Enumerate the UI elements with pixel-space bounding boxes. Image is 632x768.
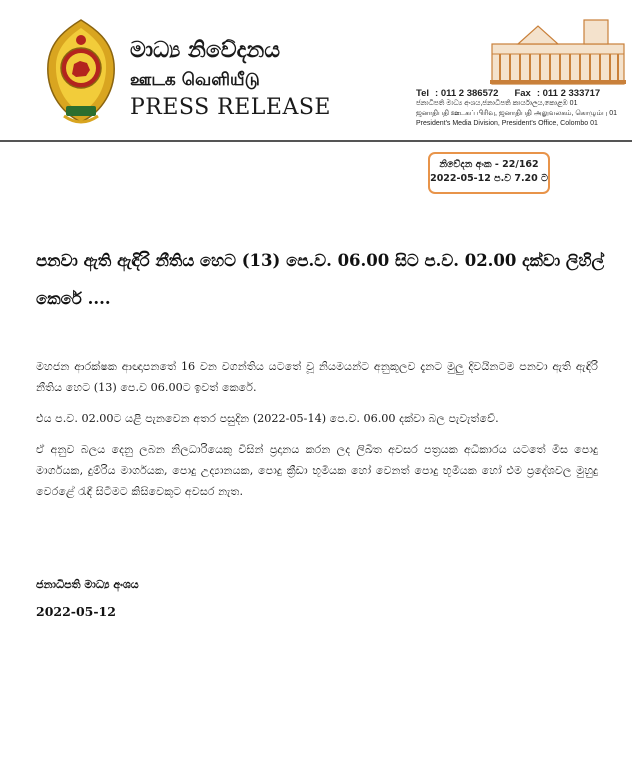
signature-block	[36, 578, 139, 619]
fax-value: : 011 2 333717	[536, 88, 601, 99]
address-tamil: ஜனாதிபதி ஊடகப் பிரிவு, ஜனாதிபதி அலுவலகம், கொழும்பு 01	[416, 110, 617, 117]
paragraph-2: එය ප.ව. 02.00ට යළි පැනවෙන අතර පසුදින (2022-05-14) පෙ.ව. 06.00 දක්වා බල පැවැත්වේ.	[36, 412, 499, 425]
body-text	[36, 356, 598, 512]
signature-name: ජනාධිපති මාධ්‍ය අංශය	[36, 578, 139, 591]
title-block	[130, 38, 331, 122]
address-english: President's Media Division, President's Office, Colombo 01	[416, 120, 598, 127]
tel-value: : 011 2 386572	[435, 88, 499, 99]
reference-number: නිවේදන අංක - 22/162	[439, 159, 539, 170]
paragraph-3: ඒ අනුව බලය දෙනු ලබන නිලධාරියෙකු විසින් ප්‍රදානය කරන ලද ලිඛිත අවසර පත්‍රයක අධිකාරය යටතේ මිස පොදු මාර්ගයක, දුම්රිය මාර්ගයක, පොදු උද්‍යානයක, පොදු ක්‍රීඩා භූමියක හෝ වෙනත් පොදු භූමියක හෝ එම ප්‍රදේශවල මුහුදු වෙරළේ රැඳී සිටීමට කිසිවෙකුට අවසර නැත.	[36, 443, 598, 498]
fax-label: Fax	[514, 88, 531, 99]
header-divider	[0, 140, 632, 142]
sri-lanka-emblem-icon	[42, 18, 120, 130]
reference-box	[428, 152, 550, 194]
contact-info	[416, 88, 630, 129]
letterhead	[0, 0, 632, 140]
tel-label: Tel	[416, 88, 430, 99]
headline: පනවා ඇති ඇඳිරි නීතිය හෙට (13) පෙ.ව. 06.00 සිට ප.ව. 02.00 දක්වා ලිහිල් කෙරේ ....	[36, 251, 605, 308]
address-sinhala: ජනාධිපති මාධ්‍ය අංශය,ජනාධිපති කාර්යාලය,කොළඹ 01	[416, 100, 578, 107]
title-english: PRESS RELEASE	[130, 95, 331, 120]
paragraph-1: මහජන ආරක්ෂක ආඥාපනතේ 16 වන වගන්තිය යටතේ වූ නියමයන්ට අනුකූලව දැනට මුලු දිවයිනටම පනවා ඇති ඇඳිරි නීතිය හෙට (13) පෙ.ව 06.00ට ඉවත් කෙරේ.	[36, 360, 598, 394]
reference-datetime: 2022-05-12 ප.ව 7.20 ට	[430, 173, 548, 184]
presidential-secretariat-building-icon	[488, 14, 628, 86]
title-tamil: ஊடக வெளியீடு	[130, 70, 260, 90]
signature-date: 2022-05-12	[36, 604, 116, 619]
phone-fax-line	[416, 88, 630, 99]
title-sinhala: මාධ්‍ය නිවේදනය	[130, 38, 281, 63]
